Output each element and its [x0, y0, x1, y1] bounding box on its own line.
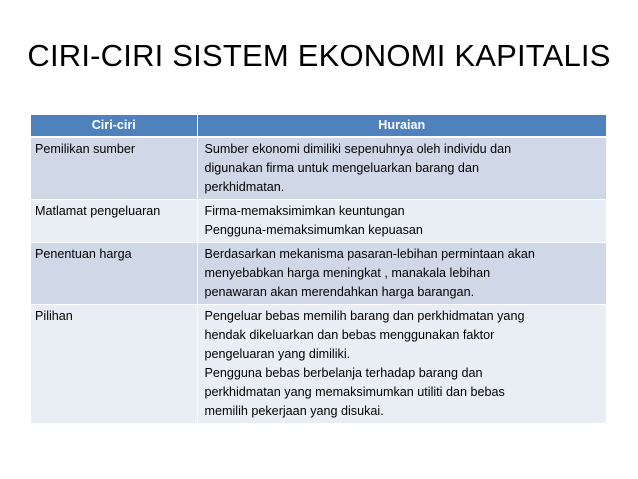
slide-title: CIRI-CIRI SISTEM EKONOMI KAPITALIS [27, 38, 611, 73]
cell-ciri: Matlamat pengeluaran [31, 200, 197, 243]
header-ciri-ciri: Ciri-ciri [31, 115, 197, 137]
table-row [31, 200, 606, 243]
cell-huraian [197, 243, 606, 305]
cell-ciri: Pilihan [31, 305, 197, 424]
cell-ciri: Penentuan harga [31, 243, 197, 305]
huraian-line: Berdasarkan mekanisma pasaran-lebihan permintaan akan [204, 247, 535, 261]
huraian-line: perkhidmatan. [204, 180, 285, 194]
huraian-line: digunakan firma untuk mengeluarkan barang dan [204, 161, 479, 175]
huraian-line: Firma-memaksimimkan keuntungan [204, 204, 405, 218]
cell-huraian [197, 200, 606, 243]
huraian-line: penawaran akan merendahkan harga barangan. [204, 285, 475, 299]
huraian-line: menyebabkan harga meningkat , manakala lebihan [204, 266, 491, 280]
huraian-line: Pengguna-memaksimumkan kepuasan [204, 223, 423, 237]
huraian-line: Pengeluar bebas memilih barang dan perkhidmatan yang [204, 309, 525, 323]
cell-huraian [197, 137, 606, 200]
huraian-line: Pengguna bebas berbelanja terhadap barang dan [204, 366, 483, 380]
table-row [31, 243, 606, 305]
huraian-line: pengeluaran yang dimiliki. [204, 347, 351, 361]
table-header-row [31, 115, 606, 137]
cell-ciri: Pemilikan sumber [31, 137, 197, 200]
huraian-line: perkhidmatan yang memaksimumkan utiliti dan bebas [204, 385, 505, 399]
header-huraian: Huraian [197, 115, 606, 137]
table-row [31, 137, 606, 200]
characteristics-table-container [31, 115, 606, 423]
huraian-line: hendak dikeluarkan dan bebas menggunakan faktor [204, 328, 495, 342]
huraian-line: memilih pekerjaan yang disukai. [204, 404, 384, 418]
characteristics-table [31, 115, 606, 423]
huraian-line: Sumber ekonomi dimiliki sepenuhnya oleh individu dan [204, 142, 512, 156]
cell-huraian [197, 305, 606, 424]
table-row [31, 305, 606, 424]
